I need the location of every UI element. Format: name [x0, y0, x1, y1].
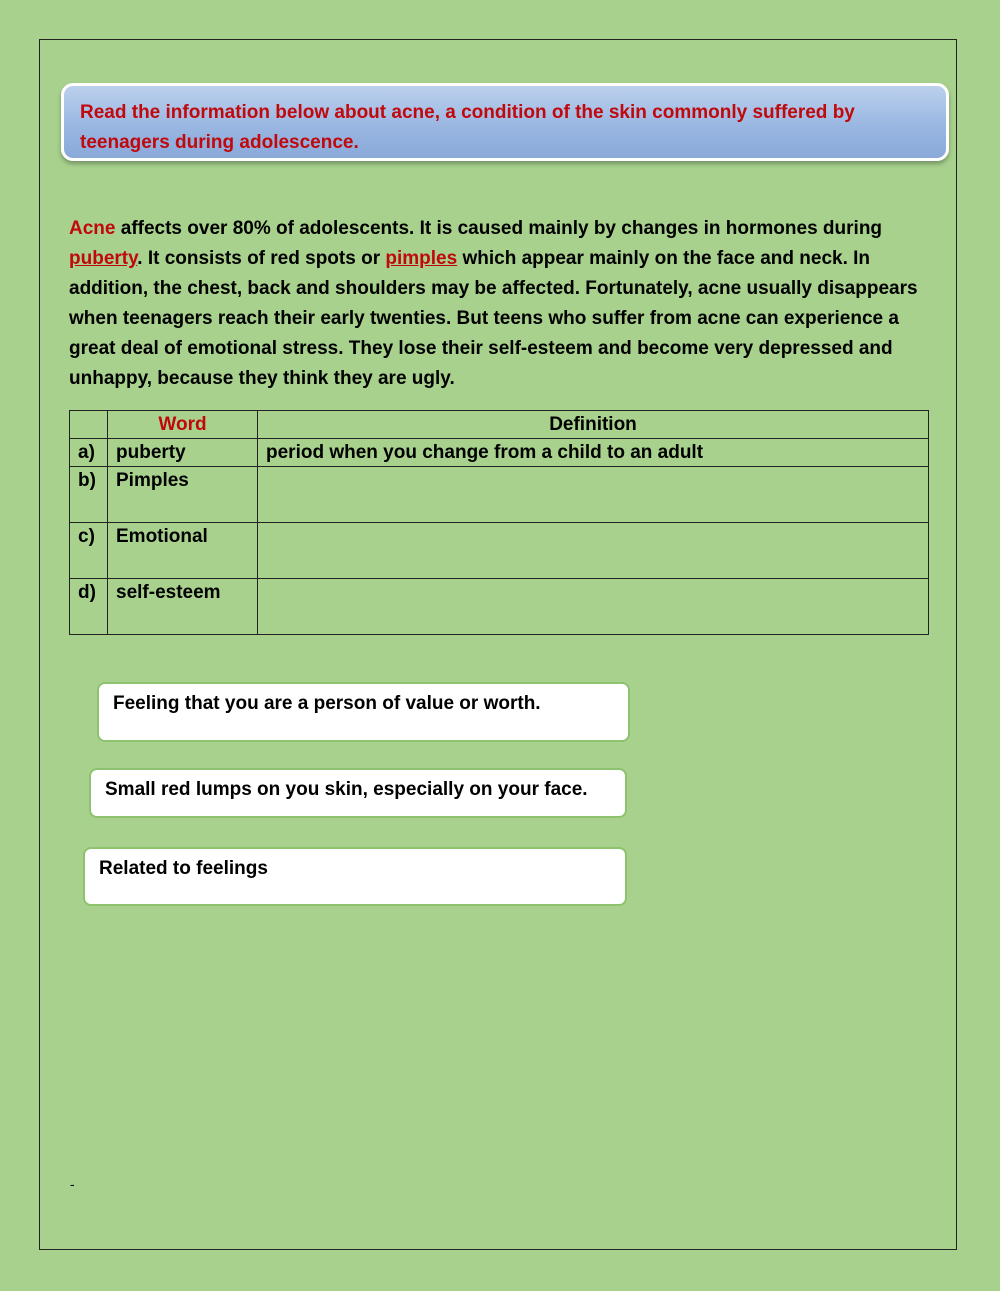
- row-definition[interactable]: period when you change from a child to an adult: [258, 439, 929, 467]
- definition-card-self-esteem[interactable]: [97, 682, 630, 742]
- term-acne: Acne: [69, 218, 116, 239]
- passage-part-1: affects over 80% of adolescents. It is caused mainly by changes in hormones during: [115, 218, 883, 239]
- definition-drop-slot[interactable]: [258, 579, 929, 635]
- definition-drop-slot[interactable]: [258, 467, 929, 523]
- definition-drop-slot[interactable]: [258, 523, 929, 579]
- term-puberty: puberty: [69, 248, 138, 269]
- passage-part-2: . It consists of red spots or: [137, 248, 386, 269]
- row-word: Pimples: [108, 467, 258, 523]
- definition-card-pimples[interactable]: [89, 768, 627, 818]
- footer-mark: -: [70, 1176, 75, 1192]
- header-letter: [70, 411, 108, 439]
- definition-card-emotional[interactable]: [83, 847, 627, 906]
- header-word: Word: [108, 411, 258, 439]
- row-word: Emotional: [108, 523, 258, 579]
- table-row: [70, 439, 929, 467]
- card-text: Feeling that you are a person of value or worth.: [113, 693, 541, 714]
- table-row: [70, 523, 929, 579]
- table-row: [70, 467, 929, 523]
- table-row: [70, 579, 929, 635]
- row-letter: c): [70, 523, 108, 579]
- vocabulary-table: [69, 410, 929, 635]
- row-word: puberty: [108, 439, 258, 467]
- card-text: Related to feelings: [99, 858, 268, 879]
- header-definition: Definition: [258, 411, 929, 439]
- row-letter: d): [70, 579, 108, 635]
- instruction-banner: [61, 83, 949, 161]
- passage-part-3: which appear mainly on the face and neck. In addition, the chest, back and shoulders may be affected. Fortunately, acne usually disappears when teenagers reach their early twenties. But teens who suffer from acne can experience a great deal of emotional stress. They lose their self-esteem and become very depressed and unhappy, because they think they are ugly.: [69, 248, 918, 389]
- row-letter: b): [70, 467, 108, 523]
- instruction-text: Read the information below about acne, a condition of the skin commonly suffered by teenagers during adolescence.: [80, 102, 855, 153]
- row-word: self-esteem: [108, 579, 258, 635]
- reading-passage: [69, 214, 939, 394]
- card-text: Small red lumps on you skin, especially on your face.: [105, 779, 588, 800]
- term-pimples: pimples: [385, 248, 458, 269]
- table-header-row: [70, 411, 929, 439]
- row-letter: a): [70, 439, 108, 467]
